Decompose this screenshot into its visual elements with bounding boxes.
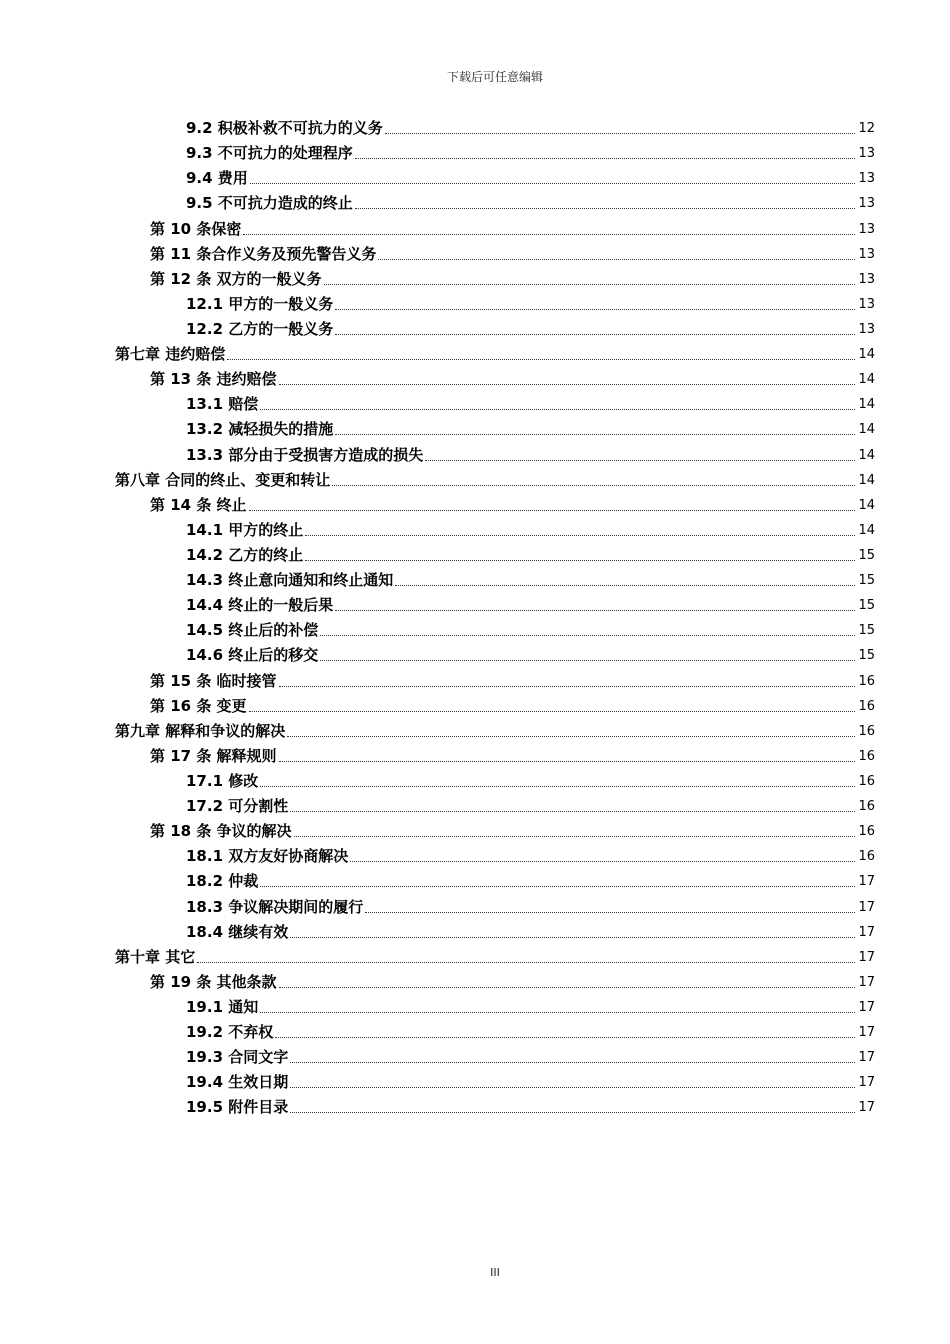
- toc-entry[interactable]: [0, 919, 950, 944]
- toc-dot-leader: [279, 987, 855, 988]
- toc-entry-page-number: 17: [858, 874, 875, 890]
- toc-entry-page-number: 15: [858, 648, 875, 664]
- toc-entry-page-number: 15: [858, 623, 875, 639]
- toc-entry[interactable]: [0, 693, 950, 718]
- toc-entry-title: 17.1 修改: [186, 771, 259, 790]
- toc-entry[interactable]: [0, 341, 950, 366]
- toc-entry-page-number: 17: [858, 899, 875, 915]
- toc-entry-page-number: 17: [858, 974, 875, 990]
- page-number: III: [490, 1266, 500, 1279]
- toc-entry-title: 14.3 终止意向通知和终止通知: [186, 571, 394, 590]
- toc-entry-title: 14.4 终止的一般后果: [186, 596, 334, 615]
- toc-entry[interactable]: [0, 115, 950, 140]
- toc-entry[interactable]: [0, 969, 950, 994]
- toc-entry-title: 9.5 不可抗力造成的终止: [186, 194, 353, 213]
- toc-entry-page-number: 14: [858, 522, 875, 538]
- toc-entry[interactable]: [0, 441, 950, 466]
- toc-entry-page-number: 13: [858, 271, 875, 287]
- toc-entry-page-number: 16: [858, 748, 875, 764]
- toc-entry-title: 第 16 条 变更: [150, 696, 247, 715]
- toc-entry[interactable]: [0, 316, 950, 341]
- toc-entry-page-number: 17: [858, 949, 875, 965]
- toc-entry[interactable]: [0, 1019, 950, 1044]
- toc-entry-title: 19.4 生效日期: [186, 1073, 289, 1092]
- toc-dot-leader: [332, 485, 855, 486]
- toc-entry-title: 第八章 合同的终止、变更和转让: [115, 470, 331, 489]
- toc-entry[interactable]: [0, 266, 950, 291]
- toc-entry[interactable]: [0, 743, 950, 768]
- toc-entry-page-number: 16: [858, 673, 875, 689]
- toc-entry-title: 14.2 乙方的终止: [186, 545, 304, 564]
- toc-dot-leader: [335, 309, 855, 310]
- toc-entry[interactable]: [0, 517, 950, 542]
- toc-entry-title: 13.2 减轻损失的措施: [186, 420, 334, 439]
- toc-dot-leader: [197, 962, 855, 963]
- toc-entry[interactable]: [0, 567, 950, 592]
- toc-entry[interactable]: [0, 893, 950, 918]
- toc-entry[interactable]: [0, 416, 950, 441]
- toc-entry-page-number: 13: [858, 246, 875, 262]
- toc-entry[interactable]: [0, 391, 950, 416]
- toc-dot-leader: [260, 886, 855, 887]
- toc-entry[interactable]: [0, 868, 950, 893]
- table-of-contents: [0, 115, 950, 1119]
- toc-dot-leader: [227, 359, 855, 360]
- toc-entry-title: 14.1 甲方的终止: [186, 520, 304, 539]
- toc-entry-page-number: 16: [858, 698, 875, 714]
- toc-dot-leader: [243, 234, 855, 235]
- toc-dot-leader: [320, 660, 855, 661]
- toc-entry-title: 19.3 合同文字: [186, 1048, 289, 1067]
- toc-entry-page-number: 15: [858, 547, 875, 563]
- toc-entry-title: 第七章 违约赔偿: [115, 345, 226, 364]
- toc-dot-leader: [290, 1062, 855, 1063]
- toc-entry-title: 19.2 不弃权: [186, 1023, 274, 1042]
- toc-entry[interactable]: [0, 667, 950, 692]
- toc-dot-leader: [378, 259, 855, 260]
- toc-entry-page-number: 13: [858, 321, 875, 337]
- toc-entry-title: 第九章 解释和争议的解决: [115, 721, 286, 740]
- toc-entry[interactable]: [0, 768, 950, 793]
- toc-entry[interactable]: [0, 642, 950, 667]
- toc-entry[interactable]: [0, 165, 950, 190]
- toc-entry-page-number: 17: [858, 1100, 875, 1116]
- toc-dot-leader: [355, 208, 855, 209]
- toc-entry-title: 第 10 条保密: [150, 219, 242, 238]
- toc-entry[interactable]: [0, 542, 950, 567]
- toc-entry-title: 12.2 乙方的一般义务: [186, 319, 334, 338]
- toc-entry[interactable]: [0, 190, 950, 215]
- toc-entry-title: 19.1 通知: [186, 997, 259, 1016]
- toc-dot-leader: [279, 761, 855, 762]
- toc-dot-leader: [305, 560, 855, 561]
- toc-entry-page-number: 14: [858, 497, 875, 513]
- toc-entry-page-number: 16: [858, 849, 875, 865]
- toc-entry[interactable]: [0, 944, 950, 969]
- toc-entry[interactable]: [0, 718, 950, 743]
- toc-dot-leader: [250, 183, 855, 184]
- toc-entry-title: 19.5 附件目录: [186, 1098, 289, 1117]
- toc-entry-page-number: 17: [858, 999, 875, 1015]
- toc-entry[interactable]: [0, 592, 950, 617]
- toc-entry[interactable]: [0, 492, 950, 517]
- toc-entry-title: 第 15 条 临时接管: [150, 671, 277, 690]
- toc-entry-title: 第十章 其它: [115, 947, 196, 966]
- toc-dot-leader: [290, 811, 855, 812]
- toc-entry[interactable]: [0, 1069, 950, 1094]
- toc-entry-page-number: 13: [858, 296, 875, 312]
- toc-dot-leader: [305, 535, 855, 536]
- toc-entry-title: 9.4 费用: [186, 169, 248, 188]
- toc-entry-page-number: 13: [858, 146, 875, 162]
- toc-entry[interactable]: [0, 1094, 950, 1119]
- toc-dot-leader: [290, 1087, 855, 1088]
- toc-entry-page-number: 14: [858, 472, 875, 488]
- toc-entry-page-number: 17: [858, 924, 875, 940]
- toc-dot-leader: [275, 1037, 855, 1038]
- toc-dot-leader: [425, 460, 855, 461]
- toc-entry-page-number: 16: [858, 773, 875, 789]
- toc-entry-title: 18.2 仲裁: [186, 872, 259, 891]
- toc-entry-page-number: 16: [858, 824, 875, 840]
- toc-entry[interactable]: [0, 793, 950, 818]
- toc-entry-page-number: 13: [858, 196, 875, 212]
- toc-dot-leader: [279, 384, 855, 385]
- toc-dot-leader: [290, 937, 855, 938]
- toc-entry[interactable]: [0, 818, 950, 843]
- toc-dot-leader: [287, 736, 855, 737]
- toc-dot-leader: [320, 635, 855, 636]
- toc-dot-leader: [260, 409, 855, 410]
- toc-dot-leader: [335, 434, 855, 435]
- toc-entry[interactable]: [0, 241, 950, 266]
- toc-dot-leader: [365, 912, 855, 913]
- toc-entry-title: 13.3 部分由于受损害方造成的损失: [186, 445, 424, 464]
- toc-dot-leader: [355, 158, 855, 159]
- toc-entry-page-number: 12: [858, 121, 875, 137]
- toc-entry-title: 第 19 条 其他条款: [150, 972, 277, 991]
- toc-dot-leader: [260, 1012, 855, 1013]
- toc-entry-title: 18.1 双方友好协商解决: [186, 847, 349, 866]
- toc-entry-page-number: 16: [858, 799, 875, 815]
- toc-dot-leader: [294, 836, 855, 837]
- toc-entry-title: 12.1 甲方的一般义务: [186, 294, 334, 313]
- toc-entry[interactable]: [0, 617, 950, 642]
- toc-entry-title: 第 13 条 违约赔偿: [150, 370, 277, 389]
- toc-entry-title: 第 18 条 争议的解决: [150, 822, 292, 841]
- toc-entry-title: 9.2 积极补救不可抗力的义务: [186, 119, 383, 138]
- toc-dot-leader: [260, 786, 855, 787]
- toc-dot-leader: [335, 334, 855, 335]
- toc-entry-title: 第 11 条合作义务及预先警告义务: [150, 244, 377, 263]
- toc-entry-title: 9.3 不可抗力的处理程序: [186, 144, 353, 163]
- toc-entry[interactable]: [0, 291, 950, 316]
- toc-entry-title: 14.5 终止后的补偿: [186, 621, 319, 640]
- toc-entry-title: 17.2 可分割性: [186, 797, 289, 816]
- toc-dot-leader: [335, 610, 855, 611]
- toc-entry[interactable]: [0, 994, 950, 1019]
- toc-entry-page-number: 15: [858, 598, 875, 614]
- toc-dot-leader: [279, 686, 855, 687]
- toc-entry-page-number: 14: [858, 347, 875, 363]
- toc-entry-title: 第 12 条 双方的一般义务: [150, 269, 322, 288]
- toc-dot-leader: [350, 861, 855, 862]
- toc-entry-page-number: 14: [858, 422, 875, 438]
- toc-dot-leader: [395, 585, 855, 586]
- toc-dot-leader: [290, 1112, 855, 1113]
- toc-entry-page-number: 14: [858, 447, 875, 463]
- toc-entry-page-number: 17: [858, 1075, 875, 1091]
- toc-entry-title: 18.4 继续有效: [186, 922, 289, 941]
- toc-entry-page-number: 13: [858, 221, 875, 237]
- toc-entry[interactable]: [0, 366, 950, 391]
- toc-dot-leader: [249, 711, 855, 712]
- toc-dot-leader: [324, 284, 855, 285]
- toc-entry[interactable]: [0, 140, 950, 165]
- toc-entry-title: 13.1 赔偿: [186, 395, 259, 414]
- toc-entry-page-number: 14: [858, 397, 875, 413]
- toc-entry-page-number: 17: [858, 1050, 875, 1066]
- toc-entry[interactable]: [0, 215, 950, 240]
- toc-entry[interactable]: [0, 467, 950, 492]
- toc-entry-title: 14.6 终止后的移交: [186, 646, 319, 665]
- toc-entry-page-number: 13: [858, 171, 875, 187]
- toc-entry-page-number: 17: [858, 1025, 875, 1041]
- toc-entry-title: 第 14 条 终止: [150, 495, 247, 514]
- toc-entry-title: 第 17 条 解释规则: [150, 746, 277, 765]
- toc-entry[interactable]: [0, 843, 950, 868]
- toc-entry-title: 18.3 争议解决期间的履行: [186, 897, 364, 916]
- toc-entry[interactable]: [0, 1044, 950, 1069]
- page-header: 下载后可任意编辑: [446, 70, 543, 84]
- toc-entry-page-number: 16: [858, 723, 875, 739]
- toc-entry-page-number: 15: [858, 573, 875, 589]
- toc-dot-leader: [385, 133, 855, 134]
- toc-entry-page-number: 14: [858, 372, 875, 388]
- toc-dot-leader: [249, 510, 855, 511]
